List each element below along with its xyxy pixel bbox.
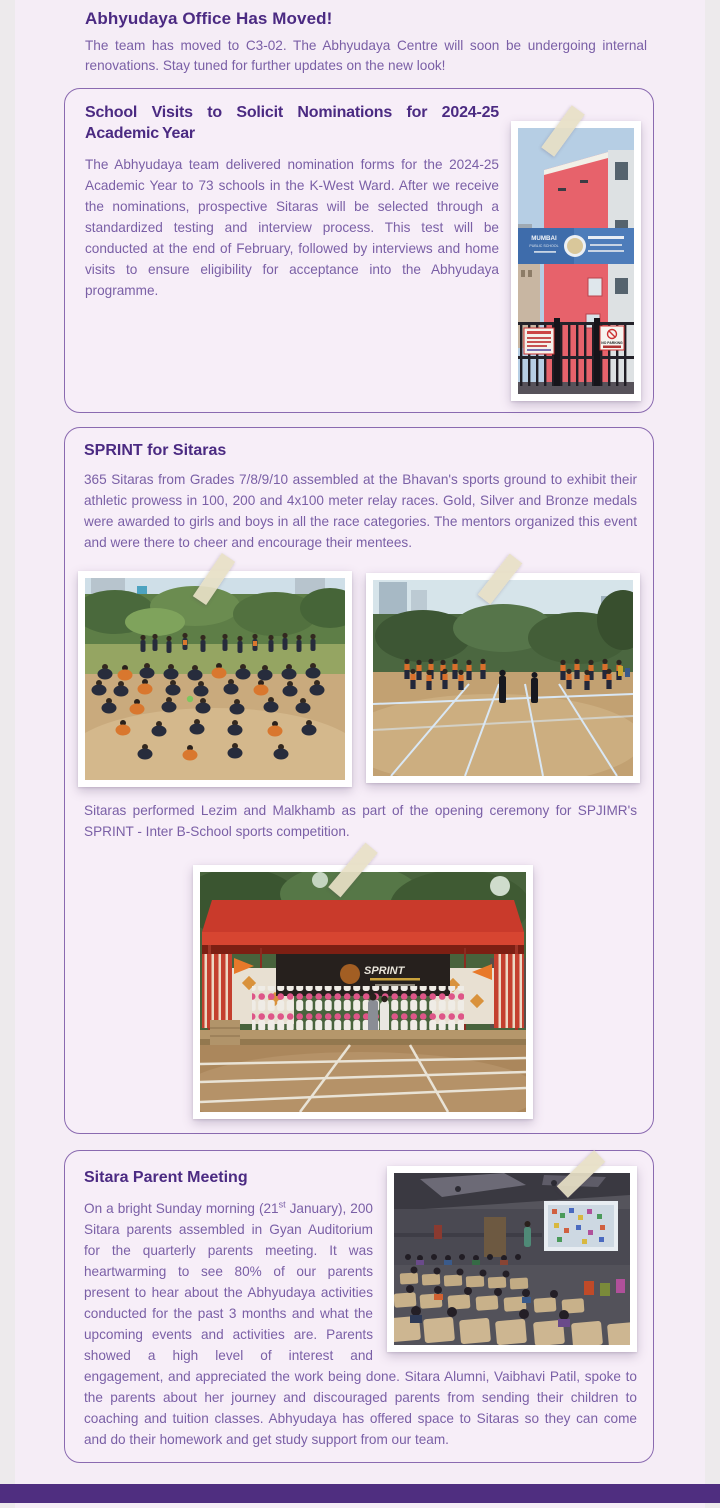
sprint-standing-rows-photo (366, 573, 640, 783)
school-visits-title: School Visits to Solicit Nominations for 2024-25 Academic Year (85, 104, 499, 142)
parent-meeting-text-block (84, 1166, 637, 1450)
ordinal-superscript: st (278, 1199, 286, 1210)
svg-text:MUMBAI: MUMBAI (531, 235, 557, 242)
school-building-photo-graphic (518, 128, 634, 394)
announcement-title: Abhyudaya Office Has Moved! (85, 9, 333, 28)
stage-group-photo-graphic (200, 872, 526, 1112)
sprint-stage-group-photo (193, 865, 533, 1119)
svg-text:PUBLIC SCHOOL: PUBLIC SCHOOL (529, 244, 559, 248)
card-sprint (64, 427, 654, 1134)
sprint-title: SPRINT for Sitaras (84, 442, 227, 459)
announcement-body: The team has moved to C3-02. The Abhyudaya Centre will soon be undergoing internal renovations. Stay tuned for further updates on the new look! (85, 38, 647, 74)
parent-meeting-body-part1: On a bright Sunday morning (21 (84, 1200, 279, 1216)
parent-meeting-title: Sitara Parent Meeting (84, 1169, 248, 1186)
parent-meeting-body-part2: January), 200 Sitara parents assembled in Gyan Auditorium for the quarterly parents meeting. It was heartwarming to see 80% of our parents present to hear about the Abhyudaya activities conducted for the past 3 months and what the upcoming events and activities are. Parents showed a high level of interest and engagement, and appreciated the work being done. Sitara Alumni, Vaibhavi Patil, spoke to the parents about her journey and discouraged parents from sending their children to coaching and tuition classes. Abhyudaya has offered space to Sitaras so they can come and do their homework and get study support from our team. (84, 1200, 637, 1447)
footer-divider-bar (0, 1484, 720, 1503)
school-building-photo (511, 121, 641, 401)
sprint-body-1: 365 Sitaras from Grades 7/8/9/10 assembled at the Bhavan's sports ground to exhibit their athletic prowess in 100, 200 and 4x100 meter relay races. Gold, Silver and Bronze medals were awarded to girls and boys in all the race categories. The mentors organized this event and were there to cheer and encourage their mentees. (84, 472, 637, 550)
school-visits-text-block (85, 103, 499, 301)
auditorium-photo (387, 1166, 637, 1352)
standing-rows-photo-graphic (373, 580, 633, 776)
card-parent-meeting (64, 1150, 654, 1463)
card-school-visits (64, 88, 654, 413)
sprint-body-2: Sitaras performed Lezim and Malkhamb as part of the opening ceremony for SPJIMR's SPRINT - Inter B-School sports competition. (84, 803, 637, 839)
announcement-section (85, 8, 647, 76)
sprint-sitting-crowd-photo (78, 571, 352, 787)
sitting-crowd-photo-graphic (85, 578, 345, 780)
school-visits-body: The Abhyudaya team delivered nomination forms for the 2024-25 Academic Year to 73 schools in the K-West Ward. After we receive the nominations, prospective Sitaras will be selected through a standardized testing and interview process. This test will be conducted at the end of February, followed by interviews and home visits to ensure eligibility for acceptance into the Abhyudaya programme. (85, 156, 499, 298)
auditorium-photo-graphic (394, 1173, 630, 1345)
svg-text:SPRINT: SPRINT (364, 965, 405, 977)
svg-text:NO PARKING: NO PARKING (601, 341, 623, 345)
